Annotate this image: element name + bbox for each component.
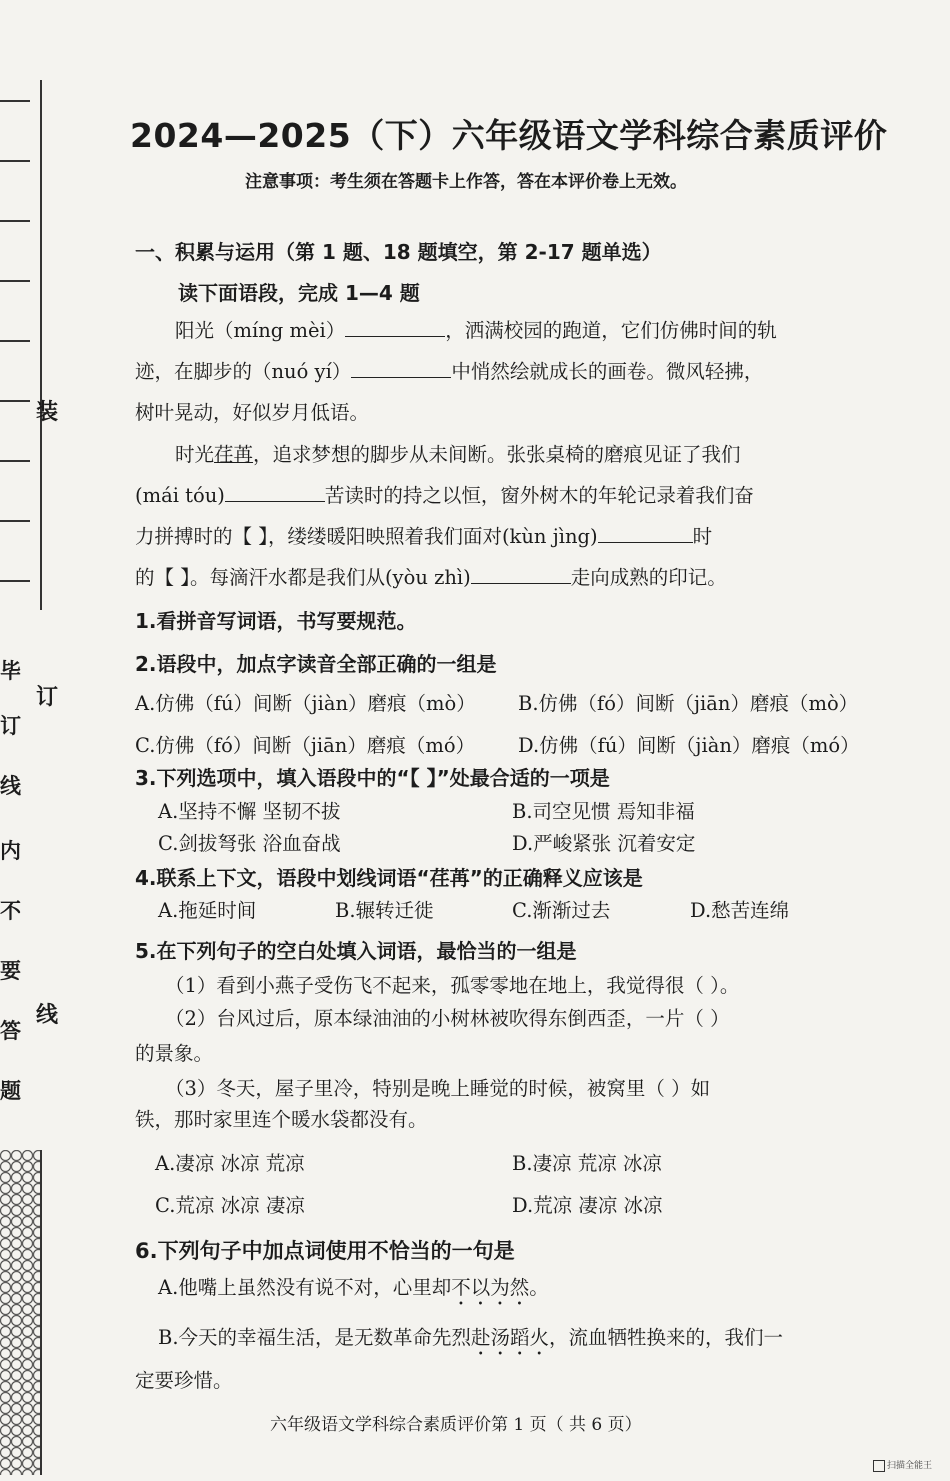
option-text: 。 [529,1276,549,1299]
binding-label-xian: 线 [36,1002,59,1028]
option-text: A.他嘴上虽然没有说不对，心里却 [158,1276,452,1299]
binding-column-char: 答 [0,1018,21,1043]
binding-label-zhuang: 装 [36,399,59,425]
passage-text: 时光 [175,443,215,466]
q6-option-b[interactable] [158,1322,783,1360]
honeycomb-pattern [0,1150,42,1475]
q5-sentence-2: （2）台风过后，原本绿油油的小树林被吹得东倒西歪，一片（ ） [165,1007,730,1030]
dotted-word: 赴汤蹈火 [471,1326,550,1349]
q6-option-b-cont: 定要珍惜。 [135,1369,233,1392]
question-4-stem: 4.联系上下文，语段中划线词语“荏苒”的正确释义应该是 [135,866,643,890]
q4-option-a[interactable]: A.拖延时间 [158,899,257,922]
margin-tick [0,340,30,342]
pinyin-mingmei: 阳光（míng mèi） [175,319,346,342]
q2-option-b[interactable]: B.仿佛（fó）间断（jiān）磨痕（mò） [518,692,859,715]
passage-text: 苦读时的持之以恒，窗外树木的年轮记录着我们奋 [324,484,754,507]
scanner-logo-icon [873,1460,885,1472]
margin-tick [0,160,30,162]
passage-text: 走向成熟的印记。 [570,566,727,589]
q5-sentence-1: （1）看到小燕子受伤飞不起来，孤零零地在地上，我觉得很（ ）。 [165,974,740,997]
passage-text: 时 [692,525,713,548]
margin-tick [0,580,30,582]
question-1: 1.看拼音写词语，书写要规范。 [135,609,417,633]
pinyin-maitou: (mái tóu) [135,484,225,507]
q3-option-b[interactable]: B.司空见惯 焉知非福 [512,800,695,823]
question-6-stem: 6.下列句子中加点词使用不恰当的一句是 [135,1239,515,1263]
q3-option-a[interactable]: A.坚持不懈 坚韧不拔 [158,800,341,823]
q4-option-c[interactable]: C.渐渐过去 [512,899,611,922]
page-footer: 六年级语文学科综合素质评价第 1 页（ 共 6 页） [270,1415,642,1435]
q3-option-c[interactable]: C.剑拔弩张 浴血奋战 [158,832,341,855]
margin-tick [0,460,30,462]
pinyin-kunjing: 力拼搏时的【 】，缕缕暖阳映照着我们面对(kùn jìng) [135,525,598,548]
q5-option-b[interactable]: B.凄凉 荒凉 冰凉 [512,1152,662,1175]
q2-option-c[interactable]: C.仿佛（fó）间断（jiān）磨痕（mó） [135,734,476,757]
binding-label-ding: 订 [36,684,59,710]
passage-text: 中悄然绘就成长的画卷。微风轻拂， [451,360,764,383]
binding-column-char: 题 [0,1078,21,1103]
q3-option-d[interactable]: D.严峻紧张 沉着安定 [512,832,696,855]
binding-column-char: 不 [0,898,21,923]
answer-blank[interactable] [351,359,451,378]
margin-tick [0,280,30,282]
q5-sentence-3-cont: 铁，那时家里连个暖水袋都没有。 [135,1108,428,1131]
margin-tick [0,100,30,102]
q5-option-a[interactable]: A.凄凉 冰凉 荒凉 [155,1152,305,1175]
binding-column-char: 订 [0,713,21,738]
q4-option-b[interactable]: B.辗转迁徙 [335,899,434,922]
exam-notice: 注意事项：考生须在答题卡上作答，答在本评价卷上无效。 [245,172,687,192]
answer-blank[interactable] [345,318,445,337]
section-heading: 一、积累与运用（第 1 题、18 题填空，第 2-17 题单选） [135,240,662,264]
passage-paragraph-1 [135,310,880,433]
option-text: ，流血牺牲换来的，我们一 [549,1326,784,1349]
binding-column-char: 内 [0,838,21,863]
underlined-word-renran: 荏苒 [214,443,254,466]
q4-option-d[interactable]: D.愁苦连绵 [690,899,790,922]
q5-sentence-2-cont: 的景象。 [135,1042,214,1065]
answer-blank[interactable] [225,483,325,502]
q6-option-a[interactable] [158,1272,549,1310]
binding-column-char: 毕 [0,658,21,683]
page-title: 2024—2025（下）六年级语文学科综合素质评价 [130,116,888,155]
margin-tick [0,520,30,522]
passage-text: ，洒满校园的跑道，它们仿佛时间的轨 [445,319,777,342]
binding-column-char: 要 [0,958,21,983]
question-2-stem: 2.语段中，加点字读音全部正确的一组是 [135,652,497,676]
q5-option-d[interactable]: D.荒凉 凄凉 冰凉 [512,1194,663,1217]
q5-sentence-3: （3）冬天，屋子里冷，特别是晚上睡觉的时候，被窝里（ ）如 [165,1077,711,1100]
margin-tick [0,220,30,222]
q2-option-a[interactable]: A.仿佛（fú）间断（jiàn）磨痕（mò） [135,692,476,715]
answer-blank[interactable] [471,565,571,584]
option-text: B.今天的幸福生活，是无数革命先烈 [158,1326,472,1349]
scanner-logo-text: 扫描全能王 [886,1461,932,1471]
question-3-stem: 3.下列选项中，填入语段中的“【 】”处最合适的一项是 [135,766,610,790]
scanner-logo [873,1458,932,1472]
passage-paragraph-2 [135,434,880,598]
binding-column-char: 线 [0,773,21,798]
passage-text: ，追求梦想的脚步从未间断。张张桌椅的磨痕见证了我们 [253,443,741,466]
q2-option-d[interactable]: D.仿佛（fú）间断（jiàn）磨痕（mó） [518,734,860,757]
q5-option-c[interactable]: C.荒凉 冰凉 凄凉 [155,1194,305,1217]
passage-text: 树叶晃动，好似岁月低语。 [135,401,370,424]
answer-blank[interactable] [598,524,693,543]
question-5-stem: 5.在下列句子的空白处填入词语，最恰当的一组是 [135,939,577,963]
binding-margin-box [0,80,42,610]
pinyin-nuoyi: 迹，在脚步的（nuó yí） [135,360,352,383]
pinyin-youzhi: 的【 】。每滴汗水都是我们从(yòu zhì) [135,566,471,589]
dotted-word: 不以为然 [451,1276,530,1299]
margin-tick [0,400,30,402]
reading-instruction: 读下面语段，完成 1—4 题 [178,281,420,305]
